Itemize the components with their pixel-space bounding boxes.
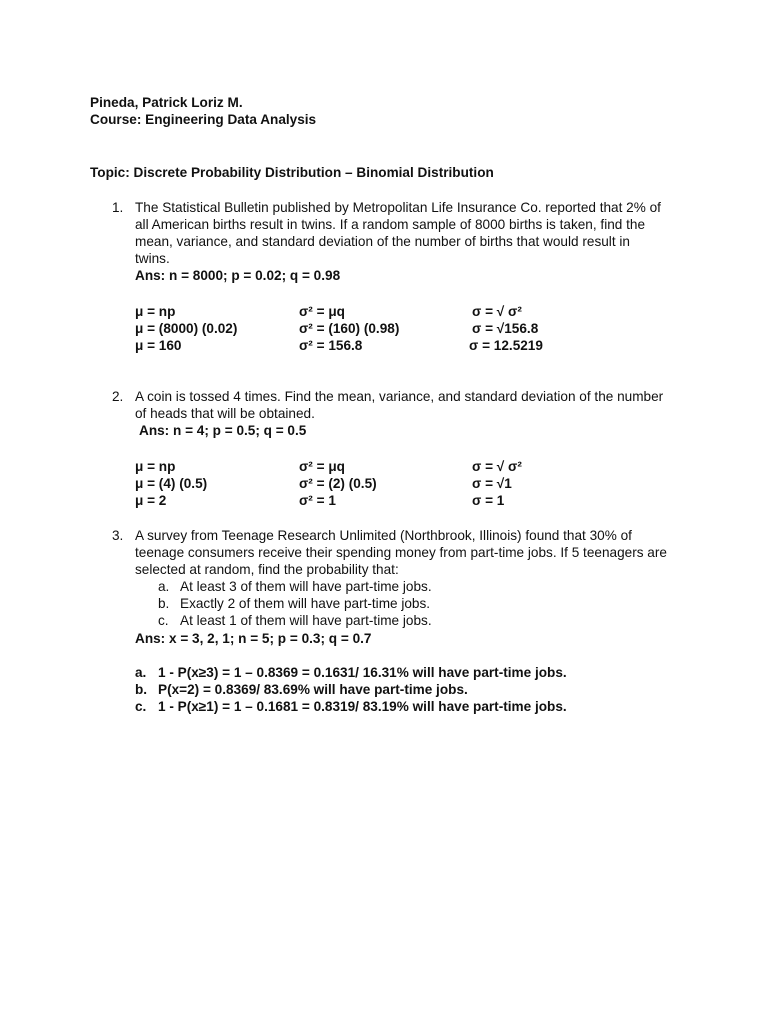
problem-1-number: 1. xyxy=(112,200,124,215)
problem-2-variance-substitution: σ² = (2) (0.5) xyxy=(299,476,377,491)
solution-b-text: P(x=2) = 0.8369/ 83.69% will have part-time jobs. xyxy=(158,682,468,697)
problem-1-mean-result: μ = 160 xyxy=(135,338,182,353)
problem-3-text-line: selected at random, find the probability that: xyxy=(135,562,399,577)
solution-a-letter: a. xyxy=(135,665,147,680)
subitem-a-letter: a. xyxy=(158,579,170,594)
problem-1-sd-substitution: σ = √156.8 xyxy=(472,321,539,336)
solution-b-letter: b. xyxy=(135,682,148,697)
problem-1-text-line: mean, variance, and standard deviation of the number of births that would result in xyxy=(135,234,630,249)
problem-1-variance-result: σ² = 156.8 xyxy=(299,338,363,353)
problem-1-variance-substitution: σ² = (160) (0.98) xyxy=(299,321,400,336)
solution-c-text: 1 - P(x≥1) = 1 – 0.1681 = 0.8319/ 83.19% will have part-time jobs. xyxy=(158,699,567,714)
problem-1-sd-formula: σ = √ σ² xyxy=(472,304,522,319)
subitem-a-text: At least 3 of them will have part-time jobs. xyxy=(180,579,432,594)
problem-2-sd-substitution: σ = √1 xyxy=(472,476,512,491)
topic-title: Topic: Discrete Probability Distribution – Binomial Distribution xyxy=(90,165,494,180)
problem-1-mean-formula: μ = np xyxy=(135,304,176,319)
problem-2-mean-formula: μ = np xyxy=(135,459,176,474)
problem-1-mean-substitution: μ = (8000) (0.02) xyxy=(135,321,238,336)
problem-1-variance-formula: σ² = μq xyxy=(299,304,345,319)
problem-2-number: 2. xyxy=(112,389,124,404)
problem-1-text-line: The Statistical Bulletin published by Metropolitan Life Insurance Co. reported that 2% of xyxy=(135,200,661,215)
problem-3-number: 3. xyxy=(112,528,124,543)
problem-3-text-line: teenage consumers receive their spending money from part-time jobs. If 5 teenagers are xyxy=(135,545,667,560)
problem-1-text-line: twins. xyxy=(135,251,170,266)
problem-2-mean-result: μ = 2 xyxy=(135,493,167,508)
problem-2-sd-result: σ = 1 xyxy=(472,493,505,508)
problem-1-text-line: all American births result in twins. If a random sample of 8000 births is taken, find the xyxy=(135,217,646,232)
subitem-c-text: At least 1 of them will have part-time jobs. xyxy=(180,613,432,628)
problem-2-sd-formula: σ = √ σ² xyxy=(472,459,522,474)
problem-2-mean-substitution: μ = (4) (0.5) xyxy=(135,476,208,491)
problem-2-variance-formula: σ² = μq xyxy=(299,459,345,474)
problem-2-text-line: of heads that will be obtained. xyxy=(135,406,315,421)
course-title: Course: Engineering Data Analysis xyxy=(90,112,317,127)
problem-2-text-line: A coin is tossed 4 times. Find the mean, variance, and standard deviation of the number xyxy=(135,389,664,404)
solution-c-letter: c. xyxy=(135,699,147,714)
problem-3-text-line: A survey from Teenage Research Unlimited (Northbrook, Illinois) found that 30% of xyxy=(135,528,632,543)
problem-2-variance-result: σ² = 1 xyxy=(299,493,336,508)
problem-2-answer: Ans: n = 4; p = 0.5; q = 0.5 xyxy=(139,423,307,438)
problem-1-sd-result: σ = 12.5219 xyxy=(469,338,543,353)
subitem-c-letter: c. xyxy=(158,613,169,628)
subitem-b-letter: b. xyxy=(158,596,170,611)
problem-3-answer: Ans: x = 3, 2, 1; n = 5; p = 0.3; q = 0.7 xyxy=(135,631,372,646)
subitem-b-text: Exactly 2 of them will have part-time jobs. xyxy=(180,596,431,611)
problem-1-answer: Ans: n = 8000; p = 0.02; q = 0.98 xyxy=(135,268,341,283)
student-name: Pineda, Patrick Loriz M. xyxy=(90,95,243,110)
solution-a-text: 1 - P(x≥3) = 1 – 0.8369 = 0.1631/ 16.31% will have part-time jobs. xyxy=(158,665,567,680)
